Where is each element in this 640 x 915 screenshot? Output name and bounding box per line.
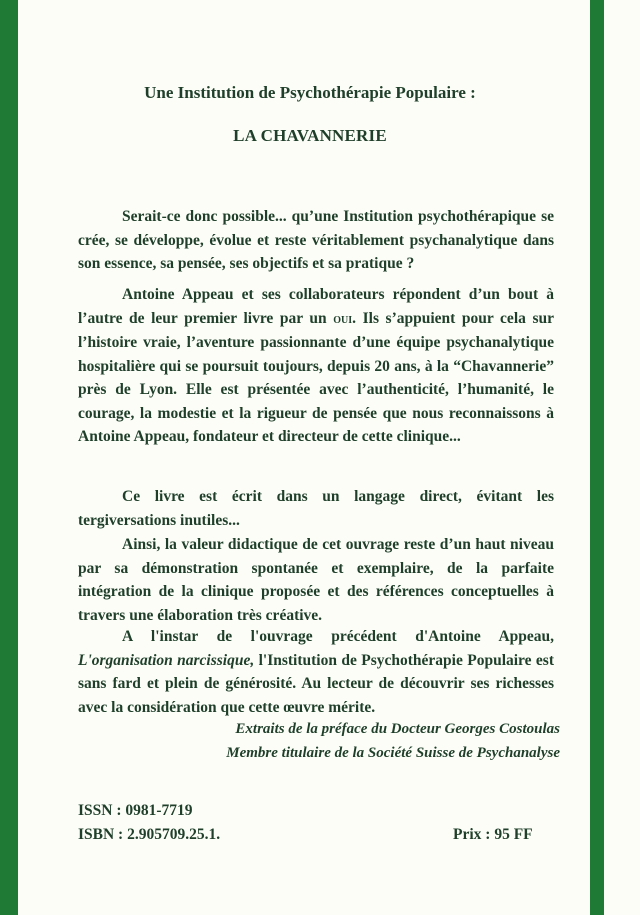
paragraph-2-oui: oui (333, 311, 353, 327)
price-label: Prix : 95 FF (453, 826, 533, 843)
book-title-reference: L'organisation narcissique, (78, 651, 255, 669)
paragraph-2-start: Antoine Appeau et ses collaborateurs répondent d’un bout à l’autre de leur premier livre par un (78, 286, 554, 327)
paragraph-3: Ce livre est écrit dans un langage direct, évitant les tergiversations inutiles... (78, 488, 554, 529)
attribution-line-2: Membre titulaire de la Société Suisse de Psychanalyse (226, 745, 560, 761)
right-border-bar (590, 0, 604, 915)
paragraph-4: Ainsi, la valeur didactique de cet ouvrage reste d’un haut niveau par sa démonstration spontanée et exemplaire, de la parfaite intégration de la clinique proposée et des références conceptuelles à travers une élaboration très créative. (78, 536, 554, 624)
isbn-number: ISBN : 2.905709.25.1. (78, 826, 221, 843)
paragraph-5-start: A l'instar de l'ouvrage précédent d'Antoine Appeau, (122, 628, 554, 645)
cover-subtitle: LA CHAVANNERIE (233, 126, 387, 145)
cover-title: Une Institution de Psychothérapie Populaire : (144, 83, 476, 102)
paragraph-2-end: . Ils s’appuient pour cela sur l’histoire vraie, l’aventure passionnante d’une équipe psychanalytique hospitalière qui se poursuit toujours, depuis 20 ans, à la “Chavannerie” près de Lyon. Elle est présentée avec l’authenticité, l’humanité, le courage, la modestie et la rigueur de pensée que nous reconnaissons à Antoine Appeau, fondateur et directeur de cette clinique... (78, 309, 554, 445)
back-cover-page (60, 0, 560, 915)
paragraph-5-end: l'Institution de Psychothérapie Populaire est sans fard et plein de générosité. Au lecteur de découvrir ses richesses avec la considération que cette œuvre mérite. (78, 651, 554, 716)
paragraph-1: Serait-ce donc possible... qu’une Institution psychothérapique se crée, se développe, évolue et reste véritablement psychanalytique dans son essence, sa pensée, ses objectifs et sa pratique ? (78, 208, 554, 272)
attribution-line-1: Extraits de la préface du Docteur Georges Costoulas (235, 721, 560, 737)
left-border-bar (0, 0, 18, 915)
paragraph-2 (78, 283, 554, 449)
issn-number: ISSN : 0981-7719 (78, 802, 193, 819)
paragraph-5 (78, 625, 554, 719)
